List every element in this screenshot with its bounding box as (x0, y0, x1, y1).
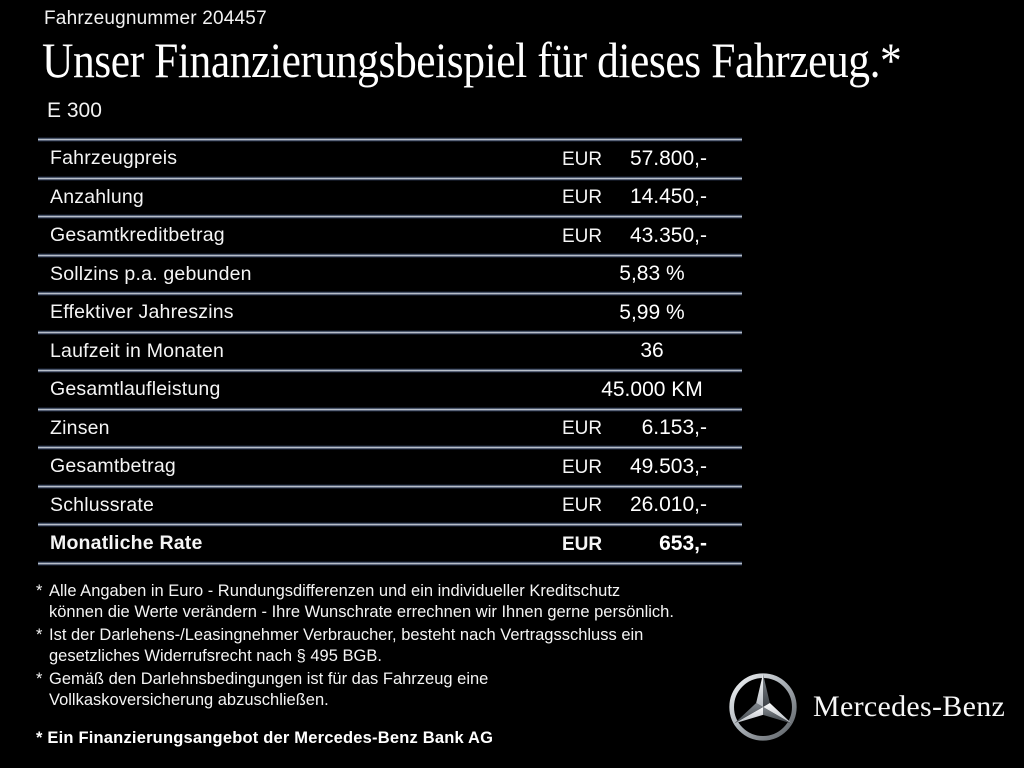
footnote-line: Gemäß den Darlehnsbedingungen ist für das Fahrzeug eine (49, 670, 489, 688)
row-value: 26.010,- (629, 493, 707, 517)
row-value: 36 (640, 339, 664, 363)
row-value: 49.503,- (629, 454, 707, 478)
footnote-line: gesetzliches Widerrufsrecht nach § 495 BGB. (49, 647, 382, 665)
row-value-group (562, 493, 742, 517)
table-row (38, 181, 742, 215)
row-value: 653,- (659, 531, 707, 555)
vehicle-number: Fahrzeugnummer 204457 (44, 8, 267, 29)
row-value-group (562, 339, 742, 363)
row-currency: EUR (562, 148, 603, 170)
footnote-line: Alle Angaben in Euro - Rundungsdifferenzen und ein individueller Kreditschutz (49, 582, 621, 600)
table-row (38, 142, 742, 176)
row-value: 57.800,- (629, 146, 707, 170)
table-row (38, 412, 742, 446)
row-value-group (562, 185, 742, 209)
footnote (36, 625, 756, 667)
row-value-group (562, 416, 742, 440)
footnote-marker: * (36, 626, 43, 644)
brand-footer (727, 671, 1005, 743)
row-currency: EUR (562, 225, 603, 247)
row-value: 5,99 % (619, 300, 685, 324)
row-label: Monatliche Rate (50, 532, 203, 555)
footnote-line: Vollkaskoversicherung abzuschließen. (49, 691, 329, 709)
row-currency: EUR (562, 456, 603, 478)
footnote-line: können die Werte verändern - Ihre Wunschrate errechnen wir Ihnen gerne persönlich. (49, 603, 674, 621)
row-label: Schlussrate (50, 493, 155, 516)
row-currency: EUR (562, 187, 603, 209)
table-row (38, 258, 742, 292)
brand-wordmark: Mercedes-Benz (813, 690, 1006, 723)
financing-table (38, 137, 742, 566)
row-label: Gesamtkreditbetrag (50, 224, 225, 247)
row-value: 5,83 % (619, 262, 685, 286)
table-row (38, 527, 742, 561)
row-currency: EUR (562, 418, 603, 440)
row-label: Sollzins p.a. gebunden (50, 262, 252, 285)
row-value-group (562, 455, 742, 479)
table-row (38, 219, 742, 253)
row-value: 14.450,- (629, 185, 707, 209)
table-row (38, 489, 742, 523)
row-label: Effektiver Jahreszins (50, 301, 234, 324)
table-row (38, 335, 742, 369)
footnote-text (49, 581, 674, 623)
row-value-group (562, 262, 742, 286)
footnote (36, 669, 756, 711)
footnotes (36, 581, 756, 713)
footnote-text (49, 625, 643, 667)
row-label: Zinsen (50, 416, 110, 439)
offer-note: * Ein Finanzierungsangebot der Mercedes-Benz Bank AG (36, 729, 494, 747)
row-currency: EUR (562, 533, 603, 555)
footnote-marker: * (36, 670, 43, 688)
page-title-text: Unser Finanzierungsbeispiel für dieses Fahrzeug.* (42, 32, 902, 88)
row-value-group (562, 147, 742, 171)
row-value-group (562, 224, 742, 248)
table-row (38, 450, 742, 484)
table-row (38, 373, 742, 407)
row-label: Laufzeit in Monaten (50, 339, 224, 362)
footnote-marker: * (36, 582, 43, 600)
row-value-group (562, 378, 742, 402)
table-row (38, 296, 742, 330)
row-value-group (562, 532, 742, 556)
row-label: Gesamtbetrag (50, 455, 176, 478)
row-value: 45.000 KM (601, 377, 703, 401)
row-label: Fahrzeugpreis (50, 147, 178, 170)
page-title (42, 31, 1024, 89)
footnote (36, 581, 756, 623)
model-name: E 300 (47, 99, 102, 122)
row-currency: EUR (562, 495, 603, 517)
mercedes-star-icon (727, 671, 799, 743)
row-value: 43.350,- (629, 223, 707, 247)
footnote-line: Ist der Darlehens-/Leasingnehmer Verbraucher, besteht nach Vertragsschluss ein (49, 626, 644, 644)
row-value-group (562, 301, 742, 325)
footnote-text (49, 669, 488, 711)
row-value: 6.153,- (641, 416, 707, 440)
table-row-separator (38, 561, 742, 566)
row-label: Anzahlung (50, 185, 144, 208)
row-label: Gesamtlaufleistung (50, 378, 221, 401)
